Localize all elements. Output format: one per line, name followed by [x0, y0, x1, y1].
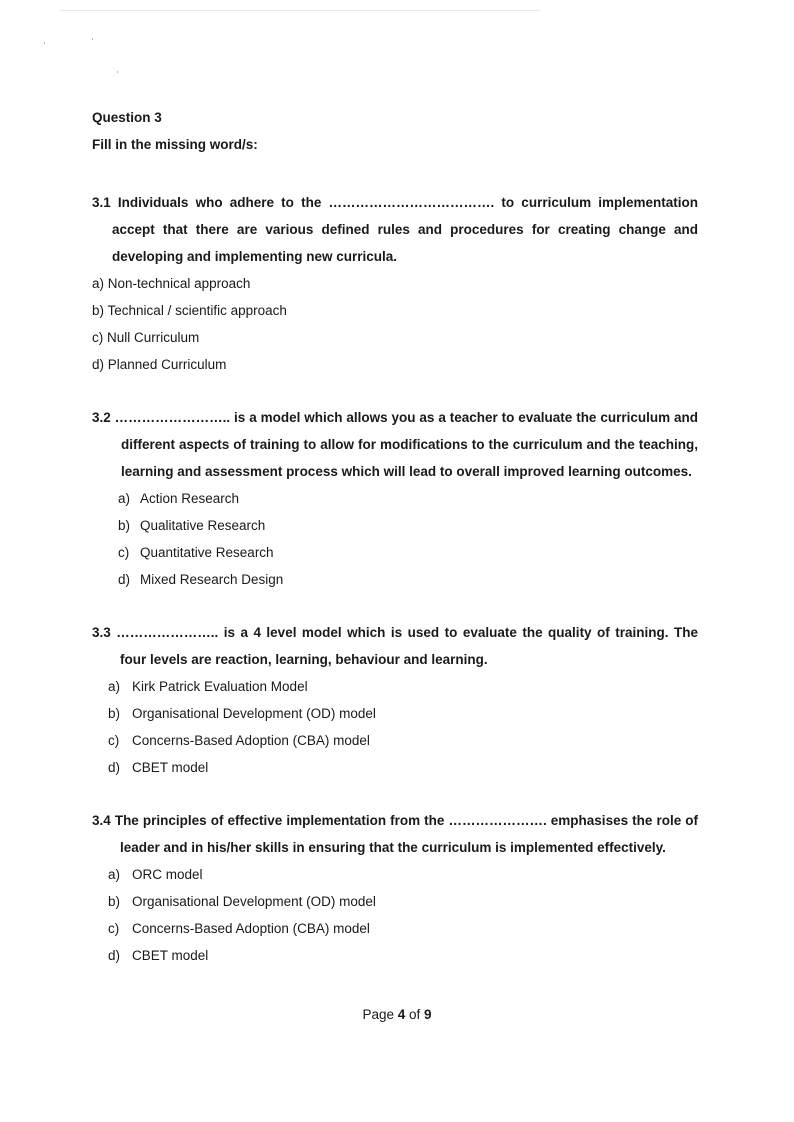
question-stem: 3.2 …………………….. is a model which allows you as a teacher to evaluate the curriculum and different aspects of training to allow for modifications to the curriculum and the teaching, learning and assessment process which will lead to overall improved learning outcomes. — [92, 410, 698, 479]
option-text: Planned Curriculum — [107, 357, 227, 372]
option-a[interactable] — [92, 270, 698, 297]
current-page-number: 4 — [397, 1007, 406, 1022]
page-footer — [0, 1007, 794, 1022]
question-title: Question 3 — [92, 110, 162, 125]
option-text: Organisational Development (OD) model — [132, 894, 376, 909]
option-letter: d) — [92, 357, 105, 372]
scan-artifact — [60, 10, 540, 11]
option-letter: d) — [118, 572, 131, 587]
option-text: Mixed Research Design — [140, 572, 284, 587]
option-d[interactable] — [108, 942, 698, 969]
option-letter: b) — [108, 894, 121, 909]
question-item-3-2 — [92, 404, 698, 593]
footer-prefix: Page — [362, 1007, 398, 1022]
option-text: Null Curriculum — [107, 330, 200, 345]
option-letter: c) — [92, 330, 104, 345]
option-text: CBET model — [132, 760, 209, 775]
option-b[interactable] — [108, 888, 698, 915]
option-letter: a) — [108, 679, 121, 694]
option-letter: a) — [92, 276, 105, 291]
option-letter: b) — [118, 518, 131, 533]
question-stem: 3.1 Individuals who adhere to the ………………………………. to curriculum implementation accept that there are various defined rules and procedures for creating change and developing and implementing new curricula. — [92, 195, 698, 264]
total-page-number: 9 — [424, 1007, 432, 1022]
option-letter: d) — [108, 760, 121, 775]
question-instruction: Fill in the missing word/s: — [92, 137, 258, 152]
option-a[interactable] — [108, 673, 698, 700]
option-c[interactable] — [92, 324, 698, 351]
option-letter: d) — [108, 948, 121, 963]
option-letter: a) — [118, 491, 131, 506]
option-letter: a) — [108, 867, 121, 882]
option-text: Action Research — [140, 491, 240, 506]
option-letter: c) — [108, 921, 120, 936]
option-text: Concerns-Based Adoption (CBA) model — [132, 733, 370, 748]
option-letter: b) — [92, 303, 105, 318]
option-letter: b) — [108, 706, 121, 721]
option-d[interactable] — [118, 566, 698, 593]
scan-speck — [92, 38, 93, 40]
option-text: Organisational Development (OD) model — [132, 706, 376, 721]
option-c[interactable] — [108, 727, 698, 754]
question-page — [92, 108, 698, 969]
option-text: CBET model — [132, 948, 209, 963]
option-text: Technical / scientific approach — [107, 303, 287, 318]
option-text: Qualitative Research — [140, 518, 266, 533]
option-letter: c) — [118, 545, 130, 560]
question-stem: 3.4 The principles of effective implementation from the …………………. emphasises the role of leader and in his/her skills in ensuring that the curriculum is implemented effectively. — [92, 813, 698, 855]
option-b[interactable] — [92, 297, 698, 324]
option-c[interactable] — [108, 915, 698, 942]
question-item-3-4 — [92, 807, 698, 969]
options-list — [92, 673, 698, 781]
option-d[interactable] — [92, 351, 698, 378]
option-text: Quantitative Research — [140, 545, 274, 560]
option-text: Non-technical approach — [107, 276, 251, 291]
option-letter: c) — [108, 733, 120, 748]
question-item-3-3 — [92, 619, 698, 781]
options-list — [92, 485, 698, 593]
options-list — [92, 861, 698, 969]
option-text: ORC model — [132, 867, 203, 882]
options-list — [92, 270, 698, 378]
option-d[interactable] — [108, 754, 698, 781]
footer-middle: of — [405, 1007, 425, 1022]
scan-speck — [44, 42, 45, 44]
question-item-3-1 — [92, 189, 698, 378]
question-stem: 3.3 ………………….. is a 4 level model which is used to evaluate the quality of training. The four levels are reaction, learning, behaviour and learning. — [92, 625, 698, 667]
option-a[interactable] — [118, 485, 698, 512]
scan-speck — [117, 71, 118, 73]
option-c[interactable] — [118, 539, 698, 566]
option-text: Concerns-Based Adoption (CBA) model — [132, 921, 370, 936]
option-text: Kirk Patrick Evaluation Model — [132, 679, 308, 694]
option-a[interactable] — [108, 861, 698, 888]
option-b[interactable] — [118, 512, 698, 539]
option-b[interactable] — [108, 700, 698, 727]
